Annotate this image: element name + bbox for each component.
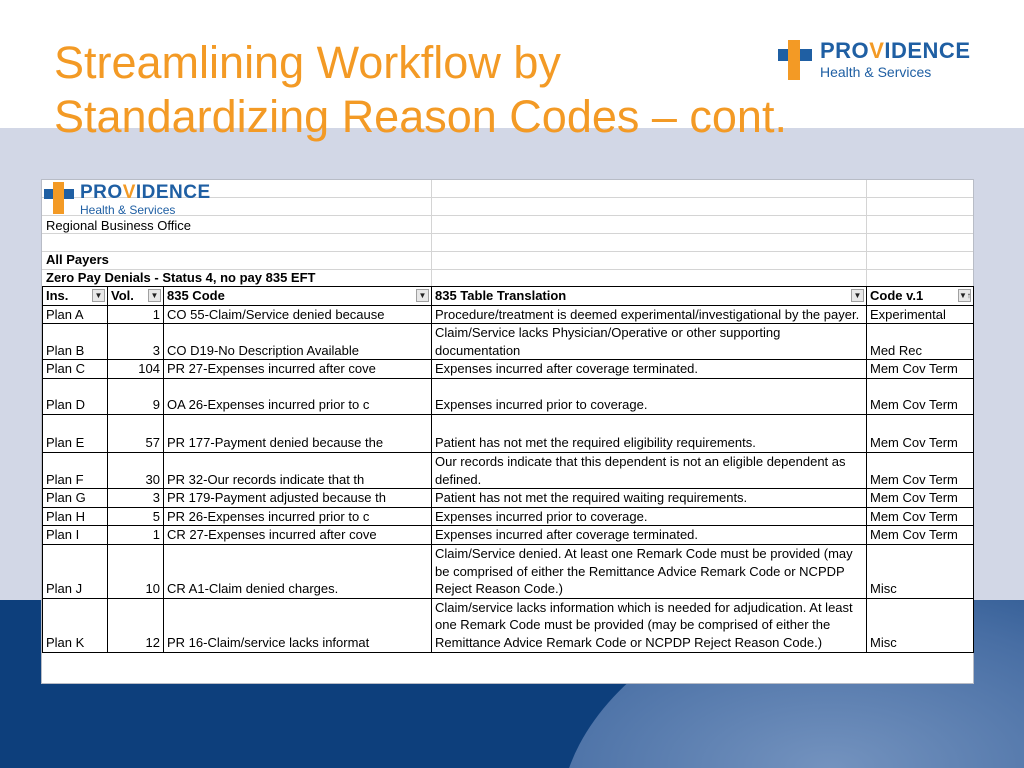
cell-vol: 3 — [108, 489, 164, 508]
cell-translation: Expenses incurred prior to coverage. — [432, 507, 867, 526]
cell-ins: Plan B — [43, 324, 108, 360]
cell-translation: Procedure/treatment is deemed experimental/investigational by the payer. — [432, 305, 867, 324]
logo-text-a: PRO — [820, 38, 870, 63]
cell-ins: Plan I — [43, 526, 108, 545]
spreadsheet — [41, 179, 974, 684]
cell-code: CR A1-Claim denied charges. — [164, 544, 432, 598]
cell-translation: Expenses incurred after coverage terminated. — [432, 360, 867, 379]
cell-ins: Plan J — [43, 544, 108, 598]
cell-codev: Mem Cov Term — [867, 360, 974, 379]
cell-vol: 5 — [108, 507, 164, 526]
table-row — [43, 414, 974, 452]
col-header-code-label: 835 Code — [167, 288, 225, 303]
logo-text-o: V — [869, 38, 885, 63]
sheet-cross-icon — [44, 182, 74, 214]
cell-ins: Plan C — [43, 360, 108, 379]
slide-title — [54, 36, 787, 144]
filter-dropdown-icon[interactable]: ▼ — [92, 289, 105, 302]
denials-table — [42, 286, 974, 653]
office-label: Regional Business Office — [46, 218, 192, 233]
cell-translation: Claim/Service denied. At least one Remark Code must be provided (may be comprised of either the Remittance Advice Remark Code or NCPDP Reject Reason Code.) — [432, 544, 867, 598]
cell-codev: Misc — [867, 598, 974, 652]
cell-translation: Expenses incurred after coverage terminated. — [432, 526, 867, 545]
cell-vol: 57 — [108, 414, 164, 452]
cell-code: OA 26-Expenses incurred prior to c — [164, 378, 432, 414]
filter-dropdown-icon[interactable]: ▼ — [416, 289, 429, 302]
col-header-vol — [108, 287, 164, 306]
sheet-logo-text-o: V — [122, 182, 136, 203]
table-row — [43, 544, 974, 598]
col-header-ins-label: Ins. — [46, 288, 69, 303]
table-header-row — [43, 287, 974, 306]
cell-codev: Mem Cov Term — [867, 452, 974, 488]
table-row — [43, 526, 974, 545]
cell-ins: Plan H — [43, 507, 108, 526]
cell-vol: 9 — [108, 378, 164, 414]
cell-vol: 1 — [108, 305, 164, 324]
cell-codev: Med Rec — [867, 324, 974, 360]
col-header-vol-label: Vol. — [111, 288, 134, 303]
table-row — [43, 489, 974, 508]
providence-logo — [778, 40, 971, 80]
table-row — [43, 324, 974, 360]
cell-code: PR 179-Payment adjusted because th — [164, 489, 432, 508]
cell-vol: 3 — [108, 324, 164, 360]
table-row — [43, 598, 974, 652]
cell-code: PR 16-Claim/service lacks informat — [164, 598, 432, 652]
cell-codev: Misc — [867, 544, 974, 598]
cell-codev: Experimental — [867, 305, 974, 324]
cell-translation: Claim/Service lacks Physician/Operative or other supporting documentation — [432, 324, 867, 360]
cell-ins: Plan K — [43, 598, 108, 652]
sheet-logo-subtitle: Health & Services — [80, 203, 176, 217]
cell-vol: 10 — [108, 544, 164, 598]
cell-ins: Plan F — [43, 452, 108, 488]
cell-code: PR 177-Payment denied because the — [164, 414, 432, 452]
cell-codev: Mem Cov Term — [867, 414, 974, 452]
table-row — [43, 360, 974, 379]
cell-ins: Plan A — [43, 305, 108, 324]
cell-vol: 104 — [108, 360, 164, 379]
cell-code: PR 32-Our records indicate that th — [164, 452, 432, 488]
cell-vol: 12 — [108, 598, 164, 652]
cell-translation: Patient has not met the required eligibility requirements. — [432, 414, 867, 452]
filter-dropdown-icon[interactable]: ▼ — [148, 289, 161, 302]
col-header-translation — [432, 287, 867, 306]
sheet-logo-text-b: IDENCE — [135, 182, 211, 203]
cell-vol: 1 — [108, 526, 164, 545]
providence-cross-icon — [778, 40, 812, 80]
payers-label: All Payers — [46, 252, 109, 267]
slide-title-line2: Standardizing Reason Codes – cont. — [54, 91, 787, 142]
cell-translation: Claim/service lacks information which is needed for adjudication. At least one Remark Code must be provided (may be comprised of either the Remittance Advice Remark Code or NCPDP Reject Reason Code.) — [432, 598, 867, 652]
cell-translation: Our records indicate that this dependent is not an eligible dependent as defined. — [432, 452, 867, 488]
report-title: Zero Pay Denials - Status 4, no pay 835 EFT — [46, 270, 316, 285]
cell-ins: Plan G — [43, 489, 108, 508]
cell-ins: Plan E — [43, 414, 108, 452]
col-header-translation-label: 835 Table Translation — [435, 288, 567, 303]
sheet-logo-text-a: PRO — [80, 182, 123, 203]
logo-text-b: IDENCE — [884, 38, 971, 63]
sheet-providence-logo — [44, 182, 211, 216]
table-row — [43, 507, 974, 526]
filter-dropdown-icon[interactable]: ▼ — [851, 289, 864, 302]
cell-codev: Mem Cov Term — [867, 378, 974, 414]
table-row — [43, 452, 974, 488]
table-row — [43, 305, 974, 324]
col-header-code — [164, 287, 432, 306]
col-header-codev — [867, 287, 974, 306]
providence-wordmark — [820, 40, 971, 79]
sheet-wordmark — [80, 183, 211, 216]
cell-code: PR 26-Expenses incurred prior to c — [164, 507, 432, 526]
cell-code: CR 27-Expenses incurred after cove — [164, 526, 432, 545]
cell-code: PR 27-Expenses incurred after cove — [164, 360, 432, 379]
table-row — [43, 378, 974, 414]
cell-code: CO 55-Claim/Service denied because — [164, 305, 432, 324]
logo-subtitle: Health & Services — [820, 64, 932, 80]
cell-codev: Mem Cov Term — [867, 489, 974, 508]
cell-ins: Plan D — [43, 378, 108, 414]
cell-vol: 30 — [108, 452, 164, 488]
sort-filter-icon[interactable]: ▼↑ — [959, 291, 971, 300]
cell-translation: Expenses incurred prior to coverage. — [432, 378, 867, 414]
slide-title-line1: Streamlining Workflow by — [54, 37, 561, 88]
col-header-ins — [43, 287, 108, 306]
col-header-codev-label: Code v.1 — [870, 288, 924, 303]
cell-code: CO D19-No Description Available — [164, 324, 432, 360]
cell-codev: Mem Cov Term — [867, 507, 974, 526]
cell-translation: Patient has not met the required waiting requirements. — [432, 489, 867, 508]
cell-codev: Mem Cov Term — [867, 526, 974, 545]
